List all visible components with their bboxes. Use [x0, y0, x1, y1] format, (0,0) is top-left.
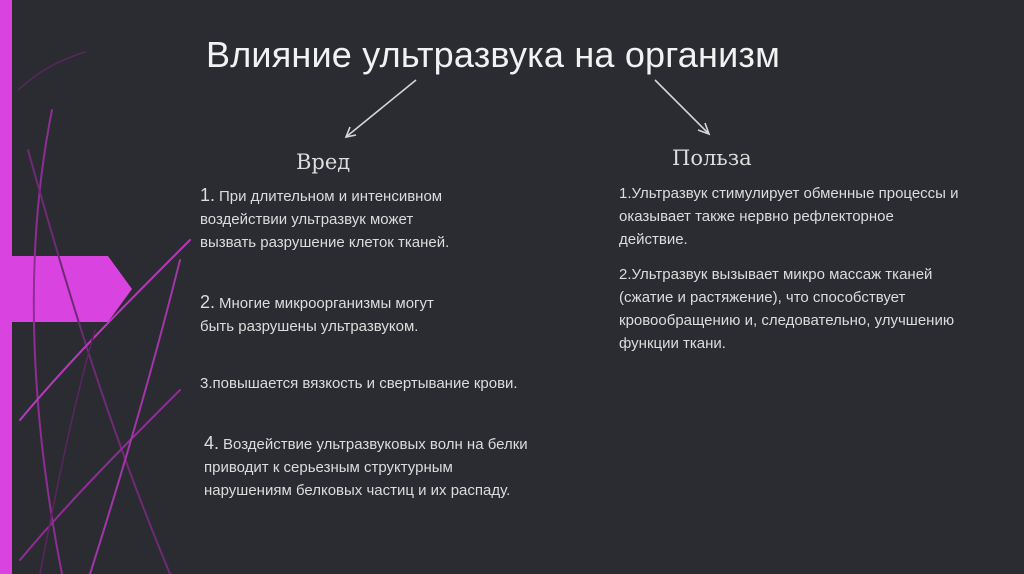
harm-item-3-text: 3.повышается вязкость и свертывание крови.	[200, 375, 518, 392]
harm-item-2-number: 2.	[200, 292, 216, 312]
harm-item-2-text: Многие микроорганизмы могут быть разрушены ультразвуком.	[200, 295, 434, 335]
arrow-to-harm	[346, 80, 416, 137]
harm-item-1-number: 1.	[200, 185, 216, 205]
harm-item-4-number: 4.	[204, 433, 220, 453]
harm-item-1	[200, 184, 460, 254]
harm-item-4	[204, 432, 544, 502]
accent-arrow-tab	[12, 256, 132, 322]
benefit-item-1	[619, 182, 959, 251]
benefit-item-1-text: 1.Ультразвук стимулирует обменные процессы и оказывает также нервно рефлекторное действие.	[619, 185, 959, 248]
harm-item-3	[200, 372, 560, 395]
benefit-item-2	[619, 263, 964, 355]
harm-item-1-text: При длительном и интенсивном воздействии ультразвук может вызвать разрушение клеток тканей.	[200, 188, 450, 251]
slide-title: Влияние ультразвука на организм	[206, 34, 781, 75]
benefit-heading: Польза	[672, 146, 752, 170]
harm-heading: Вред	[296, 150, 351, 174]
arrow-to-benefit	[655, 80, 709, 134]
title-arrows	[346, 80, 709, 137]
harm-item-2	[200, 291, 470, 338]
accent-bar	[0, 0, 12, 574]
harm-item-4-text: Воздействие ультразвуковых волн на белки приводит к серьезным структурным нарушениям белковых частиц и их распаду.	[204, 436, 528, 499]
benefit-item-2-text: 2.Ультразвук вызывает микро массаж тканей (сжатие и растяжение), что способствует кровообращению и, следовательно, улучшению функции ткани.	[619, 266, 955, 352]
